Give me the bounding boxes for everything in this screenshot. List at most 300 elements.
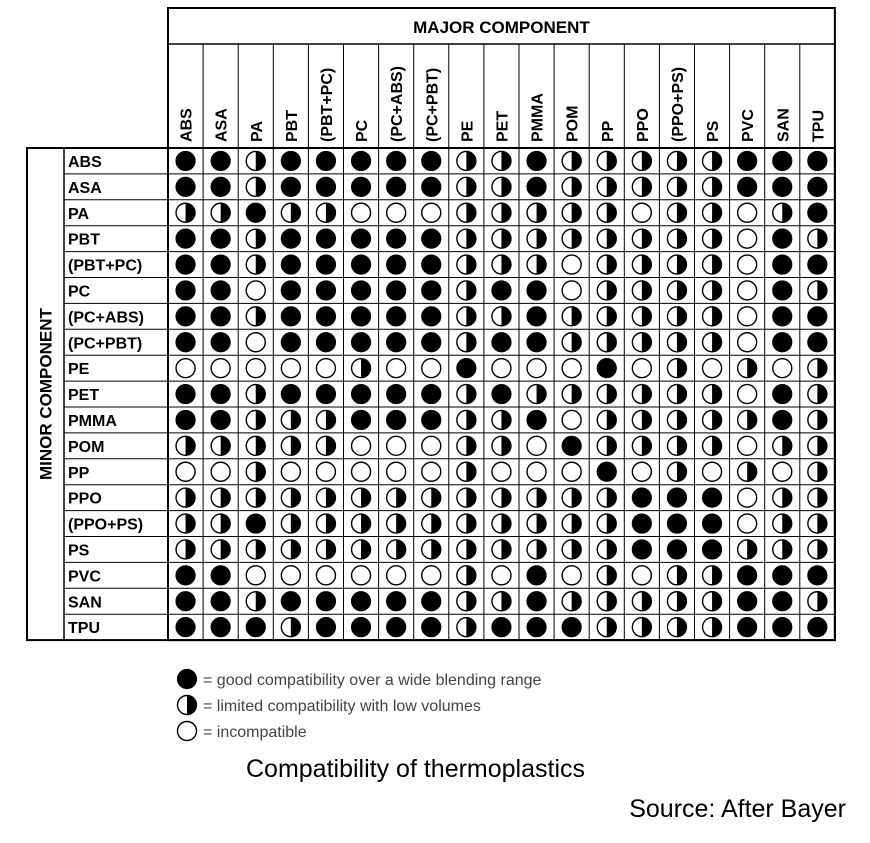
symbol-limited-fill — [466, 410, 476, 429]
column-label-pom: POM — [564, 105, 582, 142]
symbol-incompatible — [632, 462, 651, 481]
cell-pc-abs-san-good — [773, 307, 792, 326]
symbol-incompatible — [316, 566, 335, 585]
symbol-good — [562, 618, 581, 637]
symbol-limited-fill — [186, 540, 196, 559]
symbol-limited-fill — [221, 436, 231, 455]
cell-abs-pbt-good — [281, 151, 300, 170]
cell-pbt-pbt-pc-good — [316, 229, 335, 248]
symbol-limited-fill — [466, 307, 476, 326]
row-label-ppo-ps: (PPO+PS) — [68, 516, 144, 534]
cell-pbt-ppo-limited — [632, 229, 651, 248]
symbol-incompatible — [178, 722, 197, 741]
cell-pmma-pa-limited — [246, 410, 265, 429]
symbol-good — [808, 307, 827, 326]
cell-pom-pmma-incompatible — [527, 436, 546, 455]
symbol-incompatible — [422, 436, 441, 455]
cell-pc-abs-pmma-good — [527, 307, 546, 326]
cell-pe-pom-incompatible — [562, 359, 581, 378]
symbol-good — [316, 229, 335, 248]
cell-ps-pbt-limited — [281, 540, 300, 559]
symbol-limited-fill — [466, 436, 476, 455]
cell-pc-abs-pbt-good — [281, 307, 300, 326]
cell-pbt-pc-ppo-limited — [632, 255, 651, 274]
cell-ppo-abs-limited — [176, 488, 195, 507]
symbol-good — [738, 618, 757, 637]
symbol-limited-fill — [256, 255, 266, 274]
symbol-limited-fill — [677, 618, 687, 637]
cell-pc-pvc-incompatible — [738, 281, 757, 300]
symbol-incompatible — [562, 462, 581, 481]
cell-pe-ppo-incompatible — [632, 359, 651, 378]
legend-label-limited: = limited compatibility with low volumes — [203, 698, 481, 715]
cell-san-ppo-ps-limited — [667, 592, 686, 611]
cell-ppo-ps-pvc-incompatible — [738, 514, 757, 533]
cell-ppo-pet-limited — [492, 488, 511, 507]
symbol-limited-fill — [712, 281, 722, 300]
cell-ppo-ps-ppo-ps-good — [667, 514, 686, 533]
symbol-good — [422, 229, 441, 248]
symbol-incompatible — [738, 385, 757, 404]
symbol-limited-fill — [817, 514, 827, 533]
cell-pbt-pc-pbt-good — [281, 255, 300, 274]
symbol-good — [562, 436, 581, 455]
cell-ps-pvc-limited — [738, 540, 757, 559]
row-label-pa: PA — [68, 205, 90, 223]
cell-pmma-pmma-good — [527, 410, 546, 429]
symbol-limited-fill — [712, 177, 722, 196]
cell-ppo-ps-pa-good — [246, 514, 265, 533]
cell-asa-pa-limited — [246, 177, 265, 196]
symbol-limited-fill — [817, 410, 827, 429]
cell-pc-pbt-asa-good — [211, 333, 230, 352]
symbol-limited-fill — [466, 540, 476, 559]
cell-pp-pe-limited — [457, 462, 476, 481]
symbol-good — [176, 281, 195, 300]
cell-pom-abs-limited — [176, 436, 195, 455]
cell-pe-tpu-limited — [808, 359, 827, 378]
cell-pvc-tpu-good — [808, 566, 827, 585]
cell-pc-pp-limited — [597, 281, 616, 300]
cell-pmma-ppo-limited — [632, 410, 651, 429]
cell-pbt-pc-asa-good — [211, 255, 230, 274]
cell-pc-abs-pp-limited — [597, 307, 616, 326]
symbol-good — [422, 307, 441, 326]
cell-pbt-asa-good — [211, 229, 230, 248]
cell-ppo-tpu-limited — [808, 488, 827, 507]
cell-pc-pbt-ppo-limited — [632, 333, 651, 352]
symbol-limited-fill — [677, 281, 687, 300]
symbol-incompatible — [738, 229, 757, 248]
column-label-pa: PA — [248, 120, 266, 142]
symbol-good — [773, 307, 792, 326]
symbol-good — [387, 618, 406, 637]
cell-ps-san-limited — [773, 540, 792, 559]
symbol-limited-fill — [501, 514, 511, 533]
symbol-incompatible — [281, 566, 300, 585]
symbol-good — [387, 281, 406, 300]
cell-pmma-pbt-pc-limited — [316, 410, 335, 429]
cell-tpu-pvc-good — [738, 618, 757, 637]
symbol-limited-fill — [326, 488, 336, 507]
symbol-good — [176, 177, 195, 196]
symbol-limited-fill — [817, 592, 827, 611]
cell-abs-pc-good — [352, 151, 371, 170]
cell-ps-pc-limited — [352, 540, 371, 559]
symbol-good — [211, 333, 230, 352]
symbol-limited-fill — [501, 177, 511, 196]
cell-pe-ps-incompatible — [703, 359, 722, 378]
cell-asa-abs-good — [176, 177, 195, 196]
symbol-good — [352, 592, 371, 611]
cell-pbt-pc-abs-good — [387, 229, 406, 248]
symbol-incompatible — [738, 255, 757, 274]
cell-san-pom-limited — [562, 592, 581, 611]
cell-abs-pbt-pc-good — [316, 151, 335, 170]
symbol-good — [738, 566, 757, 585]
cell-pa-abs-limited — [176, 203, 195, 222]
symbol-good — [211, 385, 230, 404]
cell-abs-pe-limited — [457, 151, 476, 170]
cell-abs-asa-good — [211, 151, 230, 170]
cell-san-pc-good — [352, 592, 371, 611]
symbol-good — [773, 385, 792, 404]
cell-pc-pc-abs-good — [387, 281, 406, 300]
cell-abs-pc-abs-good — [387, 151, 406, 170]
cell-pp-asa-incompatible — [211, 462, 230, 481]
symbol-limited-fill — [677, 385, 687, 404]
symbol-limited-fill — [256, 307, 266, 326]
symbol-good — [211, 592, 230, 611]
cell-pvc-pmma-good — [527, 566, 546, 585]
cell-ps-pc-pbt-limited — [422, 540, 441, 559]
cell-pp-ps-incompatible — [703, 462, 722, 481]
cell-pp-pa-limited — [246, 462, 265, 481]
cell-pc-pbt-pvc-incompatible — [738, 333, 757, 352]
symbol-limited-fill — [817, 229, 827, 248]
cell-ppo-ps-pc-limited — [352, 514, 371, 533]
symbol-limited-fill — [256, 385, 266, 404]
cell-ppo-ps-pp-limited — [597, 514, 616, 533]
cell-ps-pc-abs-limited — [387, 540, 406, 559]
cell-pbt-pc-good — [352, 229, 371, 248]
cell-san-asa-good — [211, 592, 230, 611]
symbol-good — [246, 514, 265, 533]
symbol-good — [387, 229, 406, 248]
symbol-incompatible — [492, 462, 511, 481]
cell-pet-pa-limited — [246, 385, 265, 404]
cell-ppo-ps-pom-limited — [562, 514, 581, 533]
symbol-limited-fill — [291, 203, 301, 222]
cell-pe-ppo-ps-limited — [667, 359, 686, 378]
cell-pbt-pom-limited — [562, 229, 581, 248]
cell-pbt-pc-pc-good — [352, 255, 371, 274]
cell-pom-pp-limited — [597, 436, 616, 455]
column-label-pc-abs: (PC+ABS) — [389, 65, 407, 142]
cell-san-abs-good — [176, 592, 195, 611]
symbol-good — [738, 592, 757, 611]
cell-pvc-pom-incompatible — [562, 566, 581, 585]
cell-pvc-pbt-pc-incompatible — [316, 566, 335, 585]
symbol-limited-fill — [642, 410, 652, 429]
symbol-good — [387, 410, 406, 429]
symbol-good — [211, 307, 230, 326]
symbol-good — [316, 151, 335, 170]
symbol-limited-fill — [572, 488, 582, 507]
symbol-good — [492, 618, 511, 637]
symbol-limited-fill — [537, 255, 547, 274]
symbol-limited-fill — [747, 540, 757, 559]
symbol-good — [211, 566, 230, 585]
symbol-limited-fill — [607, 436, 617, 455]
symbol-incompatible — [632, 359, 651, 378]
cell-pc-pa-incompatible — [246, 281, 265, 300]
symbol-incompatible — [738, 436, 757, 455]
cell-pbt-pc-pc-pbt-good — [422, 255, 441, 274]
symbol-limited-fill — [817, 488, 827, 507]
symbol-limited-fill — [537, 540, 547, 559]
symbol-limited-fill — [782, 514, 792, 533]
cell-pet-abs-good — [176, 385, 195, 404]
cell-pc-pbt-pe-limited — [457, 333, 476, 352]
row-label-pbt-pc: (PBT+PC) — [68, 257, 143, 275]
cell-abs-pmma-good — [527, 151, 546, 170]
symbol-good — [422, 333, 441, 352]
symbol-limited-fill — [396, 514, 406, 533]
symbol-good — [703, 514, 722, 533]
symbol-limited-fill — [677, 592, 687, 611]
cell-pom-ppo-limited — [632, 436, 651, 455]
cell-pa-pvc-incompatible — [738, 203, 757, 222]
symbol-good — [492, 281, 511, 300]
cell-san-pa-limited — [246, 592, 265, 611]
symbol-good — [492, 333, 511, 352]
cell-ppo-pom-limited — [562, 488, 581, 507]
cell-pa-pet-limited — [492, 203, 511, 222]
cell-pe-asa-incompatible — [211, 359, 230, 378]
symbol-incompatible — [281, 462, 300, 481]
symbol-good — [703, 540, 722, 559]
cell-asa-pbt-good — [281, 177, 300, 196]
cell-ppo-ps-pe-limited — [457, 514, 476, 533]
symbol-incompatible — [738, 307, 757, 326]
cell-pc-abs-pe-limited — [457, 307, 476, 326]
symbol-limited-fill — [572, 333, 582, 352]
symbol-incompatible — [352, 462, 371, 481]
symbol-limited-fill — [501, 488, 511, 507]
symbol-limited-fill — [712, 151, 721, 170]
symbol-limited-fill — [466, 281, 476, 300]
symbol-incompatible — [422, 566, 441, 585]
symbol-good — [281, 151, 300, 170]
cell-pe-pmma-incompatible — [527, 359, 546, 378]
legend-label-good: = good compatibility over a wide blending range — [203, 672, 542, 689]
cell-pp-pc-abs-incompatible — [387, 462, 406, 481]
symbol-limited-fill — [466, 618, 476, 637]
cell-pp-pc-incompatible — [352, 462, 371, 481]
symbol-limited-fill — [291, 618, 301, 637]
cell-pc-asa-good — [211, 281, 230, 300]
symbol-limited-fill — [572, 229, 582, 248]
symbol-good — [703, 488, 722, 507]
cell-pc-pbt-pbt-pc-good — [316, 333, 335, 352]
column-label-ppo-ps: (PPO+PS) — [669, 66, 687, 142]
cell-pbt-pc-pbt-good — [422, 229, 441, 248]
symbol-good — [352, 229, 371, 248]
cell-ppo-ps-san-limited — [773, 514, 792, 533]
symbol-good — [352, 410, 371, 429]
symbol-limited-fill — [572, 592, 582, 611]
cell-asa-pet-limited — [492, 177, 511, 196]
cell-abs-tpu-good — [808, 151, 827, 170]
symbol-limited-fill — [677, 359, 687, 378]
symbol-limited-fill — [537, 229, 547, 248]
symbol-incompatible — [738, 488, 757, 507]
cell-pbt-ps-limited — [703, 229, 722, 248]
symbol-limited-fill — [607, 514, 617, 533]
cell-tpu-abs-good — [176, 618, 195, 637]
symbol-good — [211, 229, 230, 248]
symbol-good — [211, 618, 230, 637]
cell-pbt-pbt-good — [281, 229, 300, 248]
cell-pp-pom-incompatible — [562, 462, 581, 481]
cell-pp-pp-good — [597, 462, 616, 481]
cell-san-ppo-limited — [632, 592, 651, 611]
cell-pvc-pc-incompatible — [352, 566, 371, 585]
cell-pbt-pet-limited — [492, 229, 511, 248]
cell-ps-pp-limited — [597, 540, 616, 559]
symbol-limited-fill — [256, 436, 266, 455]
symbol-good — [527, 333, 546, 352]
symbol-limited-fill — [607, 410, 617, 429]
cell-pet-pc-pbt-good — [422, 385, 441, 404]
cell-pvc-asa-good — [211, 566, 230, 585]
symbol-incompatible — [738, 333, 757, 352]
cell-ps-pe-limited — [457, 540, 476, 559]
cell-tpu-pc-abs-good — [387, 618, 406, 637]
cell-ppo-ps-pc-pbt-limited — [422, 514, 441, 533]
row-label-pc-abs: (PC+ABS) — [68, 309, 145, 327]
cell-tpu-pe-limited — [457, 618, 476, 637]
cell-pvc-pbt-incompatible — [281, 566, 300, 585]
cell-asa-pc-good — [352, 177, 371, 196]
symbol-limited-fill — [466, 566, 476, 585]
cell-pc-pom-incompatible — [562, 281, 581, 300]
symbol-limited-fill — [572, 514, 582, 533]
cell-pbt-pc-pvc-incompatible — [738, 255, 757, 274]
symbol-good — [316, 281, 335, 300]
cell-pet-pbt-pc-good — [316, 385, 335, 404]
cell-ppo-pmma-limited — [527, 488, 546, 507]
symbol-good — [211, 255, 230, 274]
cell-pe-san-incompatible — [773, 359, 792, 378]
cell-tpu-pc-good — [352, 618, 371, 637]
cell-pom-pbt-pc-limited — [316, 436, 335, 455]
symbol-limited-fill — [537, 385, 547, 404]
column-label-pc: PC — [354, 119, 372, 142]
cell-san-pvc-good — [738, 592, 757, 611]
cell-pc-pbt-pmma-good — [527, 333, 546, 352]
symbol-limited-fill — [501, 203, 511, 222]
symbol-good — [667, 488, 686, 507]
symbol-limited-fill — [677, 410, 687, 429]
cell-abs-ps-limited — [703, 151, 722, 170]
symbol-incompatible — [492, 359, 511, 378]
cell-ps-pa-limited — [246, 540, 265, 559]
cell-abs-pa-limited — [246, 151, 265, 170]
cell-pp-abs-incompatible — [176, 462, 195, 481]
cell-pbt-san-good — [773, 229, 792, 248]
cell-pvc-pp-limited — [597, 566, 616, 585]
symbol-limited-fill — [677, 151, 686, 170]
symbol-limited-fill — [642, 255, 652, 274]
symbol-good — [632, 540, 651, 559]
cell-pc-pbt-pom-limited — [562, 333, 581, 352]
symbol-limited-fill — [466, 514, 476, 533]
cell-ppo-pe-limited — [457, 488, 476, 507]
cell-pa-san-limited — [773, 203, 792, 222]
symbol-limited-fill — [361, 514, 371, 533]
symbol-limited-fill — [607, 281, 617, 300]
cell-asa-pom-limited — [562, 177, 581, 196]
symbol-good — [316, 255, 335, 274]
symbol-limited-fill — [501, 410, 511, 429]
cell-ps-ps-good — [703, 540, 722, 559]
cell-pc-pbt-pc-good — [316, 281, 335, 300]
symbol-good — [176, 410, 195, 429]
cell-pc-pbt-pa-incompatible — [246, 333, 265, 352]
legend-symbol-good — [178, 670, 197, 689]
cell-ppo-pc-pbt-limited — [422, 488, 441, 507]
cell-pvc-pet-incompatible — [492, 566, 511, 585]
cell-pbt-ppo-ps-limited — [667, 229, 686, 248]
cell-abs-pet-limited — [492, 151, 511, 170]
symbol-limited-fill — [607, 151, 616, 170]
cell-san-pmma-good — [527, 592, 546, 611]
symbol-limited-fill — [712, 333, 722, 352]
column-label-asa: ASA — [213, 108, 231, 142]
cell-pa-ppo-ps-limited — [667, 203, 686, 222]
cell-pet-pet-good — [492, 385, 511, 404]
symbol-limited-fill — [466, 229, 476, 248]
symbol-good — [281, 385, 300, 404]
symbol-good — [176, 333, 195, 352]
symbol-limited-fill — [466, 462, 476, 481]
symbol-limited-fill — [466, 385, 476, 404]
symbol-limited-fill — [431, 488, 441, 507]
cell-tpu-pet-good — [492, 618, 511, 637]
cell-pvc-san-good — [773, 566, 792, 585]
cell-pom-pe-limited — [457, 436, 476, 455]
cell-pmma-pbt-limited — [281, 410, 300, 429]
cell-pvc-pe-limited — [457, 566, 476, 585]
symbol-incompatible — [387, 436, 406, 455]
cell-pp-pbt-pc-incompatible — [316, 462, 335, 481]
cell-pom-ppo-ps-limited — [667, 436, 686, 455]
cell-asa-pvc-good — [738, 177, 757, 196]
cell-pp-pc-pbt-incompatible — [422, 462, 441, 481]
cell-pbt-pa-limited — [246, 229, 265, 248]
symbol-incompatible — [562, 255, 581, 274]
cell-pc-pbt-ppo-ps-limited — [667, 333, 686, 352]
symbol-good — [527, 410, 546, 429]
cell-tpu-ps-limited — [703, 618, 722, 637]
column-label-pp: PP — [599, 120, 617, 142]
cell-asa-pmma-good — [527, 177, 546, 196]
symbol-good — [352, 618, 371, 637]
cell-pbt-pc-pet-limited — [492, 255, 511, 274]
symbol-limited-fill — [572, 540, 582, 559]
